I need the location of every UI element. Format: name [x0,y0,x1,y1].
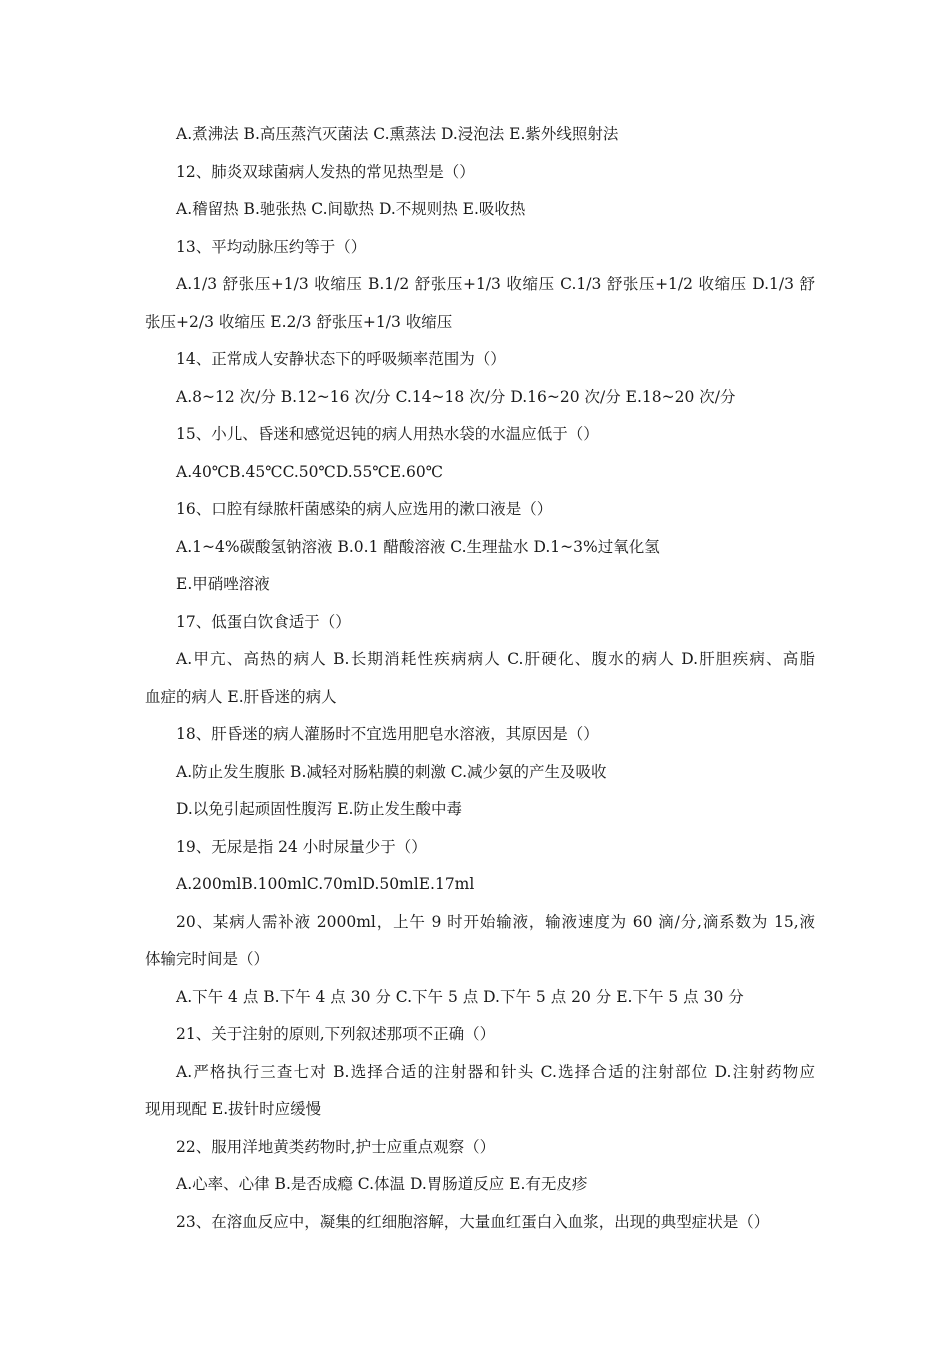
option-line-continuation: 张压+2/3 收缩压 E.2/3 舒张压+1/3 收缩压 [145,312,453,331]
option-line: A.严格执行三查七对 B.选择合适的注射器和针头 C.选择合适的注射部位 D.注射药物应 [176,1062,815,1081]
option-line: A.200mlB.100mlC.70mlD.50mlE.17ml [176,875,475,893]
question-line-continuation: 体输完时间是（） [145,950,270,968]
question-line: 23、在溶血反应中，凝集的红细胞溶解，大量血红蛋白入血浆，出现的典型症状是（） [176,1212,770,1231]
question-line: 16、口腔有绿脓杆菌感染的病人应选用的漱口液是（） [176,500,553,518]
option-line: A.甲亢、高热的病人 B.长期消耗性疾病病人 C.肝硬化、腹水的病人 D.肝胆疾病、高脂 [176,650,815,668]
option-line-continuation: 血症的病人 E.肝昏迷的病人 [145,687,337,706]
question-line: 12、肺炎双球菌病人发热的常见热型是（） [176,162,475,181]
question-line: 18、肝昏迷的病人灌肠时不宜选用肥皂水溶液，其原因是（） [176,725,599,743]
question-line: 21、关于注射的原则,下列叙述那项不正确（） [176,1025,496,1043]
question-line: 20、某病人需补液 2000ml，上午 9 时开始输液，输液速度为 60 滴/分,滴系数为 15,液 [176,912,815,931]
document-body [145,116,815,1241]
question-line: 19、无尿是指 24 小时尿量少于（） [176,837,427,856]
option-line: A.心率、心律 B.是否成瘾 C.体温 D.胃肠道反应 E.有无皮疹 [176,1175,588,1193]
option-line: A.1/3 舒张压+1/3 收缩压 B.1/2 舒张压+1/3 收缩压 C.1/3 舒张压+1/2 收缩压 D.1/3 舒 [176,275,815,293]
option-line: D.以免引起顽固性腹泻 E.防止发生酸中毒 [176,800,462,818]
option-line: E.甲硝唑溶液 [176,575,270,593]
question-line: 15、小儿、昏迷和感觉迟钝的病人用热水袋的水温应低于（） [176,425,599,443]
question-line: 13、平均动脉压约等于（） [176,237,367,256]
option-line: A.稽留热 B.驰张热 C.间歇热 D.不规则热 E.吸收热 [176,200,526,218]
option-line: A.防止发生腹胀 B.减轻对肠粘膜的刺激 C.减少氨的产生及吸收 [176,762,607,781]
option-line-continuation: 现用现配 E.拔针时应缓慢 [145,1100,322,1118]
option-line: A.煮沸法 B.高压蒸汽灭菌法 C.熏蒸法 D.浸泡法 E.紫外线照射法 [176,125,619,143]
option-line: A.1~4%碳酸氢钠溶液 B.0.1 醋酸溶液 C.生理盐水 D.1~3%过氧化氢 [176,537,660,556]
option-line: A.40℃B.45℃C.50℃D.55℃E.60℃ [176,462,444,481]
question-line: 14、正常成人安静状态下的呼吸频率范围为（） [176,350,506,368]
option-line: A.8~12 次/分 B.12~16 次/分 C.14~18 次/分 D.16~20 次/分 E.18~20 次/分 [176,387,736,406]
option-line: A.下午 4 点 B.下午 4 点 30 分 C.下午 5 点 D.下午 5 点 20 分 E.下午 5 点 30 分 [176,987,744,1006]
question-line: 17、低蛋白饮食适于（） [176,612,351,631]
question-line: 22、服用洋地黄类药物时,护士应重点观察（） [176,1137,496,1156]
